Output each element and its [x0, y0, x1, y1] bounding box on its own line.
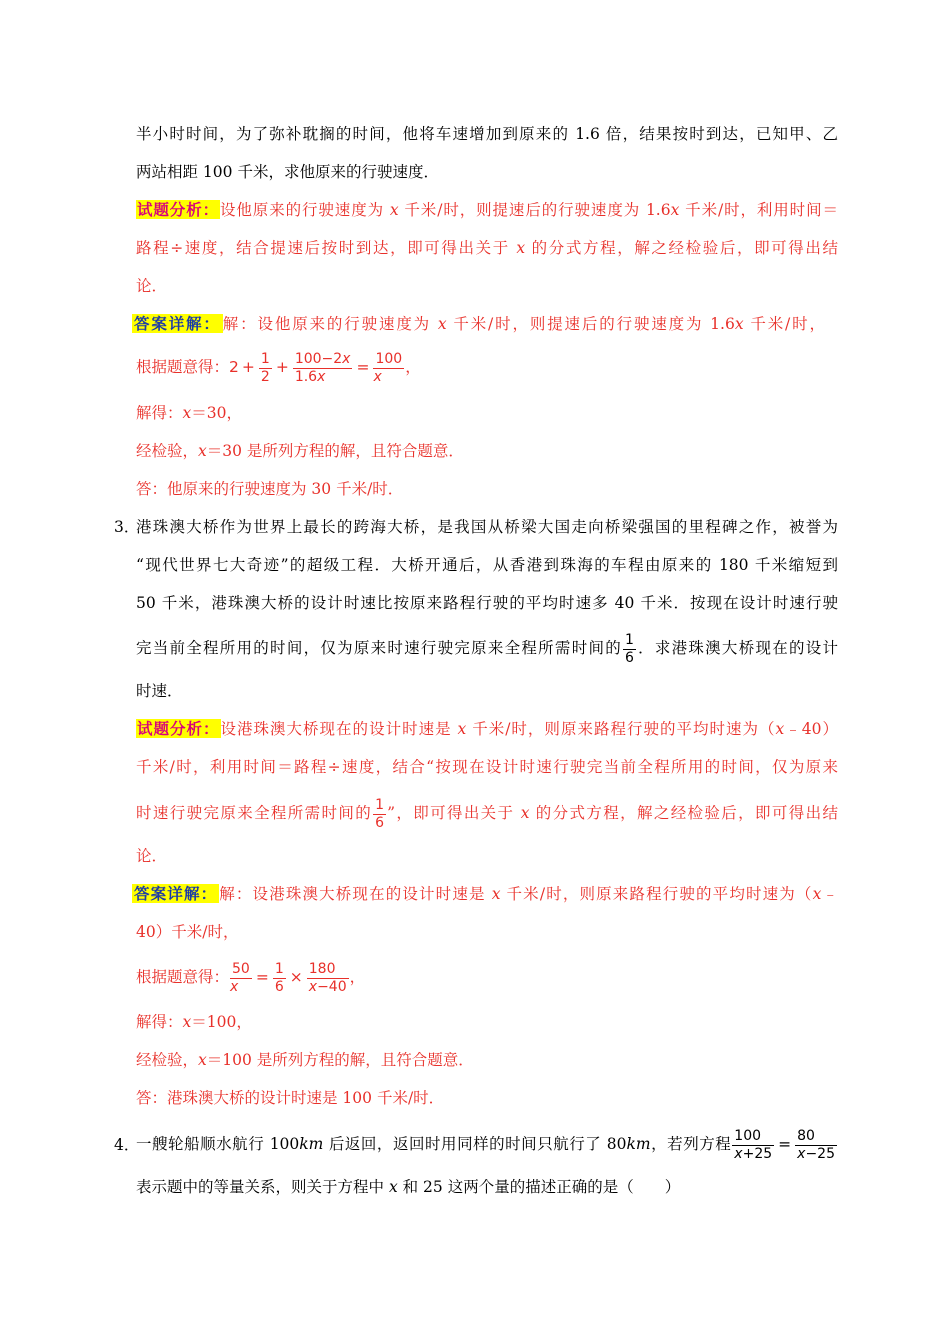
- q3-solve: 解得：x＝100，: [136, 1013, 252, 1031]
- fraction-100-over-x-plus-25: $\frac{100}{x+25}$: [734, 1127, 773, 1162]
- fraction-one-sixth-analysis: $\frac{1}{6}$: [375, 796, 385, 831]
- q2-analysis-line-2: 路程÷速度，结合提速后按时到达，即可得出关于 x 的分式方程，解之经检验后，即可得出结: [136, 239, 838, 257]
- answer-label: 答案详解：: [134, 884, 218, 903]
- analysis-label: 试题分析：: [137, 200, 219, 219]
- q3-answer-line-1: 答案详解： 解：设港珠澳大桥现在的设计时速是 x 千米/时，则原来路程行驶的平均时速为（x﹣: [134, 884, 838, 903]
- q3-check: 经检验，x＝100 是所列方程的解，且符合题意．: [136, 1051, 474, 1069]
- q3-analysis-line-4: 论．: [136, 847, 168, 865]
- q2-analysis-line-3: 论．: [136, 277, 168, 295]
- q3-problem-line-4: 完当前全程所用的时间，仅为原来时速行驶完原来全程所需时间的 $\frac{1}{6}$ ．求港珠澳大桥现在的设计: [136, 631, 838, 666]
- q4-line-1: 一艘轮船顺水航行 100km 后返回，返回时用同样的时间只航行了 80km，若列方程 $\frac{100}{x+25}$ = $\frac{80}{x-25}$: [136, 1127, 835, 1162]
- q2-equation: 根据题意得：2 + $\frac{1}{2}$ + $\frac{100-2x}{1.6x}$ = $\frac{100}{x}$，: [136, 350, 421, 385]
- q2-check: 经检验，x＝30 是所列方程的解，且符合题意．: [136, 442, 464, 460]
- q3-final-answer: 答：港珠澳大桥的设计时速是 100 千米/时．: [136, 1089, 445, 1107]
- q2-analysis-line-1: 试题分析：设他原来的行驶速度为 x 千米/时，则提速后的行驶速度为 1.6x 千米/时，利用时间＝: [137, 200, 838, 219]
- q3-problem-line-2: “现代世界七大奇迹”的超级工程．大桥开通后，从香港到珠海的车程由原来的 180 千米缩短到: [136, 556, 838, 574]
- fraction-180-over-x-minus-40: $\frac{180}{x-40}$: [308, 960, 347, 995]
- fraction-80-over-x-minus-25: $\frac{80}{x-25}$: [797, 1127, 835, 1162]
- q3-analysis-line-1: 试题分析：设港珠澳大桥现在的设计时速是 x 千米/时，则原来路程行驶的平均时速为（x﹣40）: [137, 719, 838, 738]
- q3-problem-line-5: 时速．: [136, 682, 183, 700]
- q2-answer-line-1: 答案详解： 解：设他原来的行驶速度为 x 千米/时，则提速后的行驶速度为 1.6x 千米/时，: [134, 314, 825, 333]
- q3-problem-line-1: 港珠澳大桥作为世界上最长的跨海大桥，是我国从桥梁大国走向桥梁强国的里程碑之作，被誉为: [136, 518, 838, 536]
- q3-analysis-line-2: 千米/时，利用时间＝路程÷速度，结合“按现在设计时速行驶完当前全程所用的时间，仅为原来: [136, 758, 838, 776]
- q2-problem-line-2: 两站相距 100 千米，求他原来的行驶速度．: [136, 163, 439, 181]
- q3-problem-line-3: 50 千米，港珠澳大桥的设计时速比按原来路程行驶的平均时速多 40 千米．按现在设计时速行驶: [136, 594, 838, 612]
- analysis-label: 试题分析：: [137, 719, 220, 738]
- q4-number: 4．: [114, 1136, 140, 1154]
- answer-label: 答案详解：: [134, 314, 221, 333]
- q2-problem-line-1: 半小时时间，为了弥补耽搁的时间，他将车速增加到原来的 1.6 倍，结果按时到达，已知甲、乙: [136, 125, 838, 143]
- q3-equation: 根据题意得： $\frac{50}{x}$ = $\frac{1}{6}$ × $\frac{180}{x-40}$ ，: [136, 960, 366, 995]
- fraction-half: $\frac{1}{2}$: [260, 350, 270, 385]
- fraction-one-sixth-eq: $\frac{1}{6}$: [274, 960, 284, 995]
- fraction-100-minus-2x: $\frac{100-2x}{1.6x}$: [294, 350, 351, 385]
- q4-line-2: 表示题中的等量关系，则关于方程中 x 和 25 这两个量的描述正确的是（ ）: [136, 1178, 681, 1196]
- fraction-50-over-x: $\frac{50}{x}$: [230, 960, 250, 995]
- q3-answer-line-2: 40）千米/时，: [136, 923, 239, 941]
- fraction-one-sixth: $\frac{1}{6}$: [624, 631, 634, 666]
- q3-number: 3．: [114, 518, 140, 536]
- q3-analysis-line-3: 时速行驶完原来全程所需时间的 $\frac{1}{6}$ ”，即可得出关于 x 的分式方程，解之经检验后，即可得出结: [136, 796, 838, 831]
- q2-final-answer: 答：他原来的行驶速度为 30 千米/时．: [136, 480, 404, 498]
- fraction-100-over-x: $\frac{100}{x}$: [373, 350, 403, 385]
- q2-solve: 解得：x＝30，: [136, 404, 242, 422]
